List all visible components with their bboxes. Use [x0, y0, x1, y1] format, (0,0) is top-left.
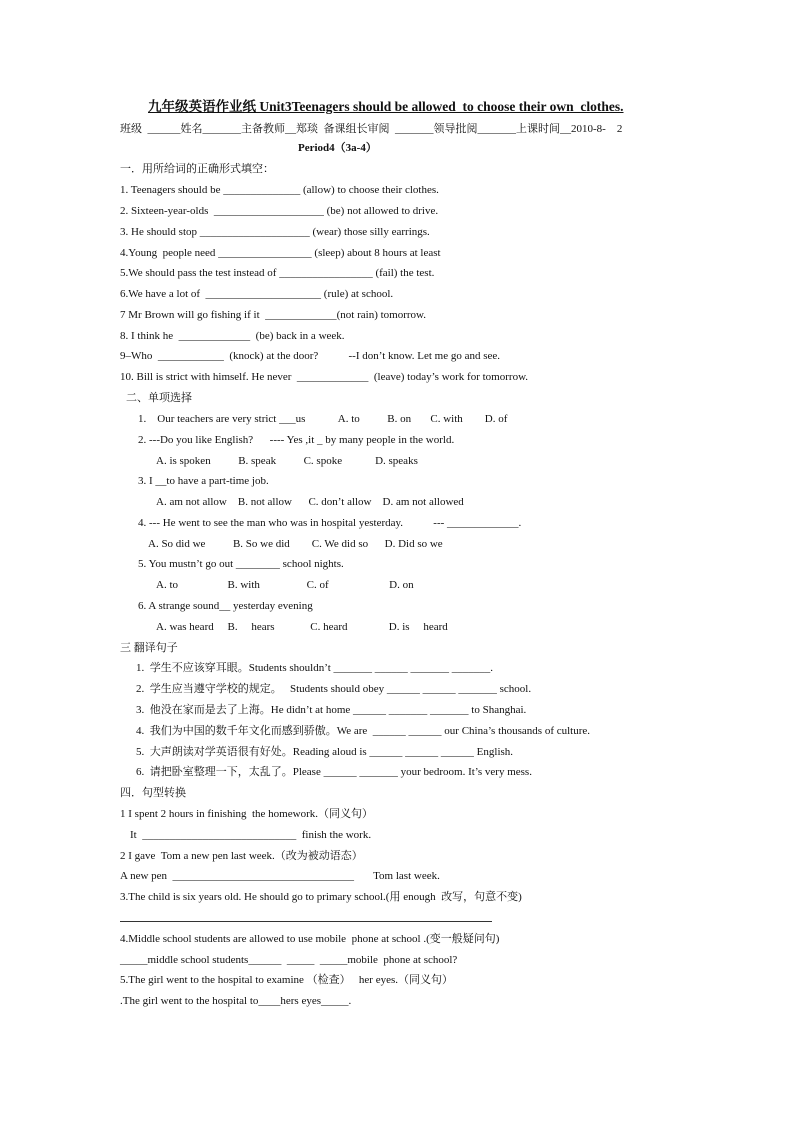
answer-blank-rule	[120, 921, 492, 922]
list-item: 4. 我们为中国的数千年文化而感到骄傲。We are ______ ______ our China’s thousands of culture.	[136, 725, 591, 737]
list-item: 9–Who ____________ (knock) at the door? --I don’t know. Let me go and see.	[120, 350, 501, 362]
section-heading-3: 三 翻译句子	[120, 642, 178, 654]
period-label: Period4（3a-4）	[298, 142, 377, 154]
question-line: 2. ---Do you like English? ---- Yes ,it _ by many people in the world.	[138, 434, 455, 446]
list-item: 2. Sixteen-year-olds ____________________ (be) not allowed to drive.	[120, 205, 439, 217]
question-line: 1 I spent 2 hours in finishing the homework.（同义句）	[120, 808, 373, 820]
list-item: 5. 大声朗读对学英语很有好处。Reading aloud is ______ ______ ______ English.	[136, 746, 514, 758]
list-item: 10. Bill is strict with himself. He never _____________ (leave) today’s work for tomorrow.	[120, 371, 529, 383]
list-item: 3. 他没在家而是去了上海。He didn’t at home ______ _______ _______ to Shanghai.	[136, 704, 527, 716]
answer-line: _____middle school students______ _____ _____mobile phone at school?	[120, 954, 458, 966]
answer-line: A new pen _________________________________ Tom last week.	[120, 870, 440, 882]
question-line: 3.The child is six years old. He should go to primary school.(用 enough 改写，句意不变)	[120, 891, 522, 903]
question-line: 5. You mustn’t go out ________ school nights.	[138, 558, 344, 570]
list-item: 6. 请把卧室整理一下，太乱了。Please ______ _______ your bedroom. It’s very mess.	[136, 766, 532, 778]
question-line: 5.The girl went to the hospital to examine （检查） her eyes.（同义句）	[120, 974, 453, 986]
list-item: 4.Young people need _________________ (sleep) about 8 hours at least	[120, 247, 441, 259]
list-item: 3. He should stop ____________________ (wear) those silly earrings.	[120, 226, 430, 238]
answer-line: It ____________________________ finish the work.	[130, 829, 372, 841]
options-line: A. to B. with C. of D. on	[156, 579, 414, 591]
section-heading-4: 四．句型转换	[120, 787, 186, 799]
question-line: 4.Middle school students are allowed to use mobile phone at school .(变一般疑问句)	[120, 933, 500, 945]
list-item: 2. 学生应当遵守学校的规定。 Students should obey ______ ______ _______ school.	[136, 683, 532, 695]
options-line: A. is spoken B. speak C. spoke D. speaks	[156, 455, 418, 467]
list-item: 7 Mr Brown will go fishing if it _____________(not rain) tomorrow.	[120, 309, 427, 321]
question-line: 2 I gave Tom a new pen last week.（改为被动语态）	[120, 850, 363, 862]
page-title: 九年级英语作业纸 Unit3Teenagers should be allowed to choose their own clothes.	[148, 99, 624, 114]
options-line: A. am not allow B. not allow C. don’t allow D. am not allowed	[156, 496, 464, 508]
section-heading-2: 二、单项选择	[126, 392, 192, 404]
info-line: 班级 ______姓名_______主备教师__郑琰 备课组长审阅 _______领导批阅_______上课时间__2010-8- 2	[120, 123, 623, 135]
section-heading-1: 一．用所给词的正确形式填空：	[120, 163, 274, 175]
list-item: 1. Teenagers should be ______________ (allow) to choose their clothes.	[120, 184, 439, 196]
list-item: 8. I think he _____________ (be) back in a week.	[120, 330, 345, 342]
options-line: A. was heard B. hears C. heard D. is heard	[156, 621, 448, 633]
list-item: 6.We have a lot of _____________________ (rule) at school.	[120, 288, 394, 300]
answer-line: .The girl went to the hospital to____hers eyes_____.	[120, 995, 352, 1007]
list-item: 5.We should pass the test instead of _________________ (fail) the test.	[120, 267, 435, 279]
question-line: 1. Our teachers are very strict ___us A. to B. on C. with D. of	[138, 413, 508, 425]
question-line: 3. I __to have a part-time job.	[138, 475, 269, 487]
question-line: 4. --- He went to see the man who was in hospital yesterday. --- _____________.	[138, 517, 522, 529]
list-item: 1. 学生不应该穿耳眼。Students shouldn’t _______ ______ _______ _______.	[136, 662, 493, 674]
options-line: A. So did we B. So we did C. We did so D. Did so we	[148, 538, 443, 550]
question-line: 6. A strange sound__ yesterday evening	[138, 600, 313, 612]
